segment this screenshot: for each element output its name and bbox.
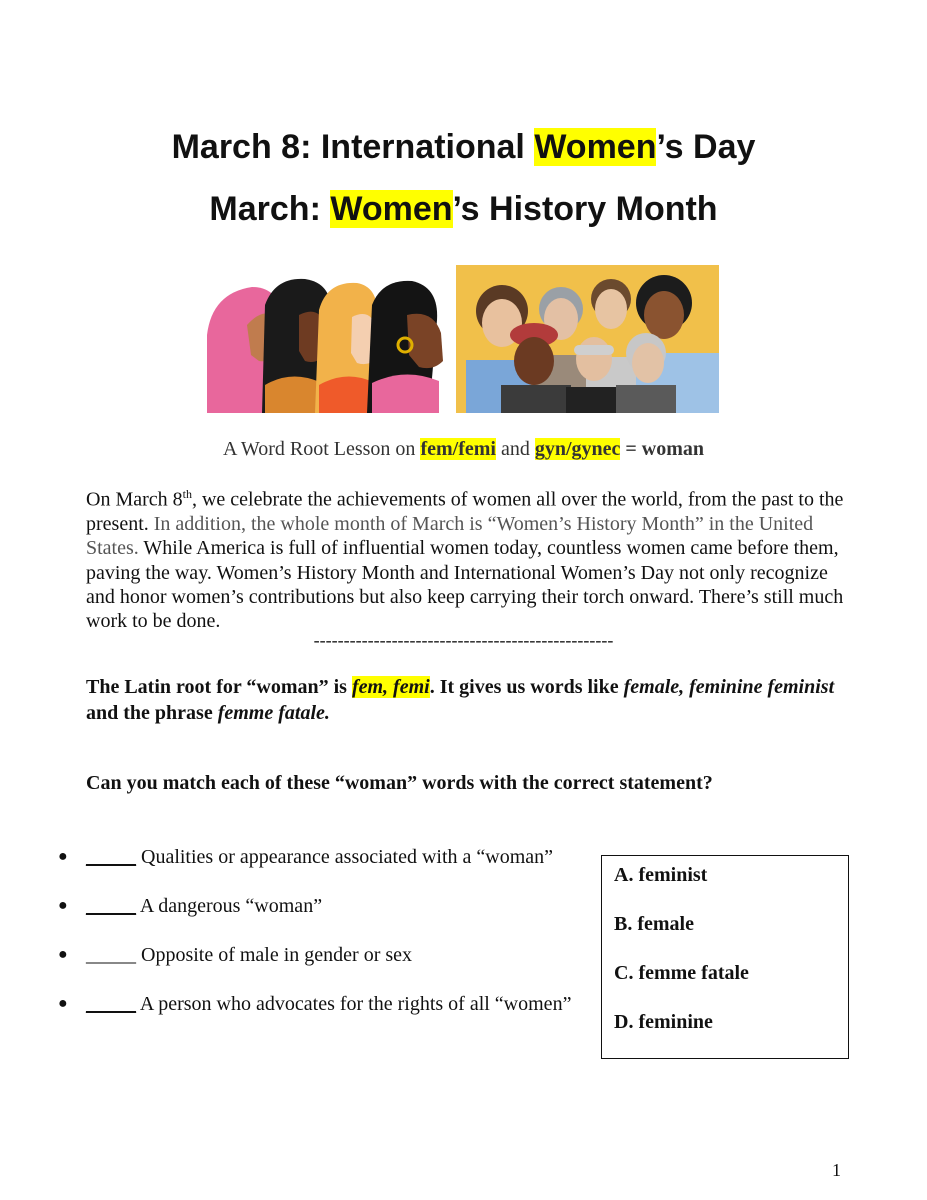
lesson-text: A Word Root Lesson on <box>222 438 421 460</box>
option-b: B. female <box>614 913 694 935</box>
bullet-icon: ● <box>58 897 68 914</box>
statement-text: Opposite of male in gender or sex <box>136 944 413 966</box>
answer-blank[interactable]: _____ <box>86 846 136 868</box>
list-item <box>58 894 598 918</box>
example-words: female, feminine feminist <box>623 676 835 698</box>
ordinal-suffix: th <box>182 487 192 501</box>
page-number: 1 <box>832 1160 841 1180</box>
subtitle-text: ’s History Month <box>452 190 718 228</box>
latin-text: and the phrase <box>86 702 218 724</box>
title-highlight: Women <box>534 128 657 166</box>
lesson-text: and <box>495 438 535 460</box>
title-text: ’s Day <box>656 128 756 166</box>
lesson-meaning: = woman <box>620 438 705 460</box>
separator-line: -------------------------------------------------- <box>313 630 614 650</box>
answer-options-box <box>601 855 849 1059</box>
list-item <box>58 943 598 967</box>
statement-text: Qualities or appearance associated with a “woman” <box>136 846 554 868</box>
subtitle-highlight: Women <box>330 190 453 228</box>
subtitle-text: March: <box>209 190 331 228</box>
latin-root: fem, femi <box>351 676 430 698</box>
option-a: A. feminist <box>614 864 708 886</box>
intro-text: While America is full of influential women today, countless women came before them, paving the way. Women’s History Month and International Women’s Day not only recognize and honor women’s contributions but also keep carrying their torch onward. There’s still much work to be done. <box>86 537 844 633</box>
famous-women-collage <box>456 265 719 413</box>
bullet-icon: ● <box>58 995 68 1012</box>
example-phrase: femme fatale. <box>217 702 330 724</box>
list-item <box>58 845 598 869</box>
answer-blank[interactable]: _____ <box>86 993 136 1015</box>
statement-text: A dangerous “woman” <box>136 895 323 917</box>
matching-list <box>58 845 598 1041</box>
statement-text: A person who advocates for the rights of all “women” <box>136 993 572 1015</box>
latin-root-paragraph <box>86 674 856 726</box>
answer-blank[interactable]: _____ <box>86 895 136 917</box>
page-title <box>0 128 927 167</box>
title-text: March 8: International <box>171 128 535 166</box>
profile-women-illustration <box>207 265 447 413</box>
matching-question: Can you match each of these “woman” words with the correct statement? <box>86 772 713 794</box>
root-fem: fem/femi <box>420 438 496 460</box>
page-subtitle <box>0 190 927 229</box>
option-d: D. feminine <box>614 1011 713 1033</box>
latin-text: The Latin root for “woman” is <box>86 676 352 698</box>
latin-text: . It gives us words like <box>429 676 624 698</box>
lesson-subtitle <box>0 438 927 461</box>
root-gyn: gyn/gynec <box>534 438 621 460</box>
intro-text: On March 8 <box>86 488 183 511</box>
list-item <box>58 992 598 1016</box>
bullet-icon: ● <box>58 848 68 865</box>
answer-blank[interactable]: _____ <box>86 944 136 966</box>
intro-paragraph <box>86 482 846 633</box>
intro-text: , we celebrate the achievements of women all over the world, from the past to the present. <box>86 488 844 535</box>
option-c: C. femme fatale <box>614 962 749 984</box>
intro-text-gray: In addition, the whole month of March is “Women’s History Month” in the United States. <box>86 512 814 560</box>
bullet-icon: ● <box>58 946 68 963</box>
